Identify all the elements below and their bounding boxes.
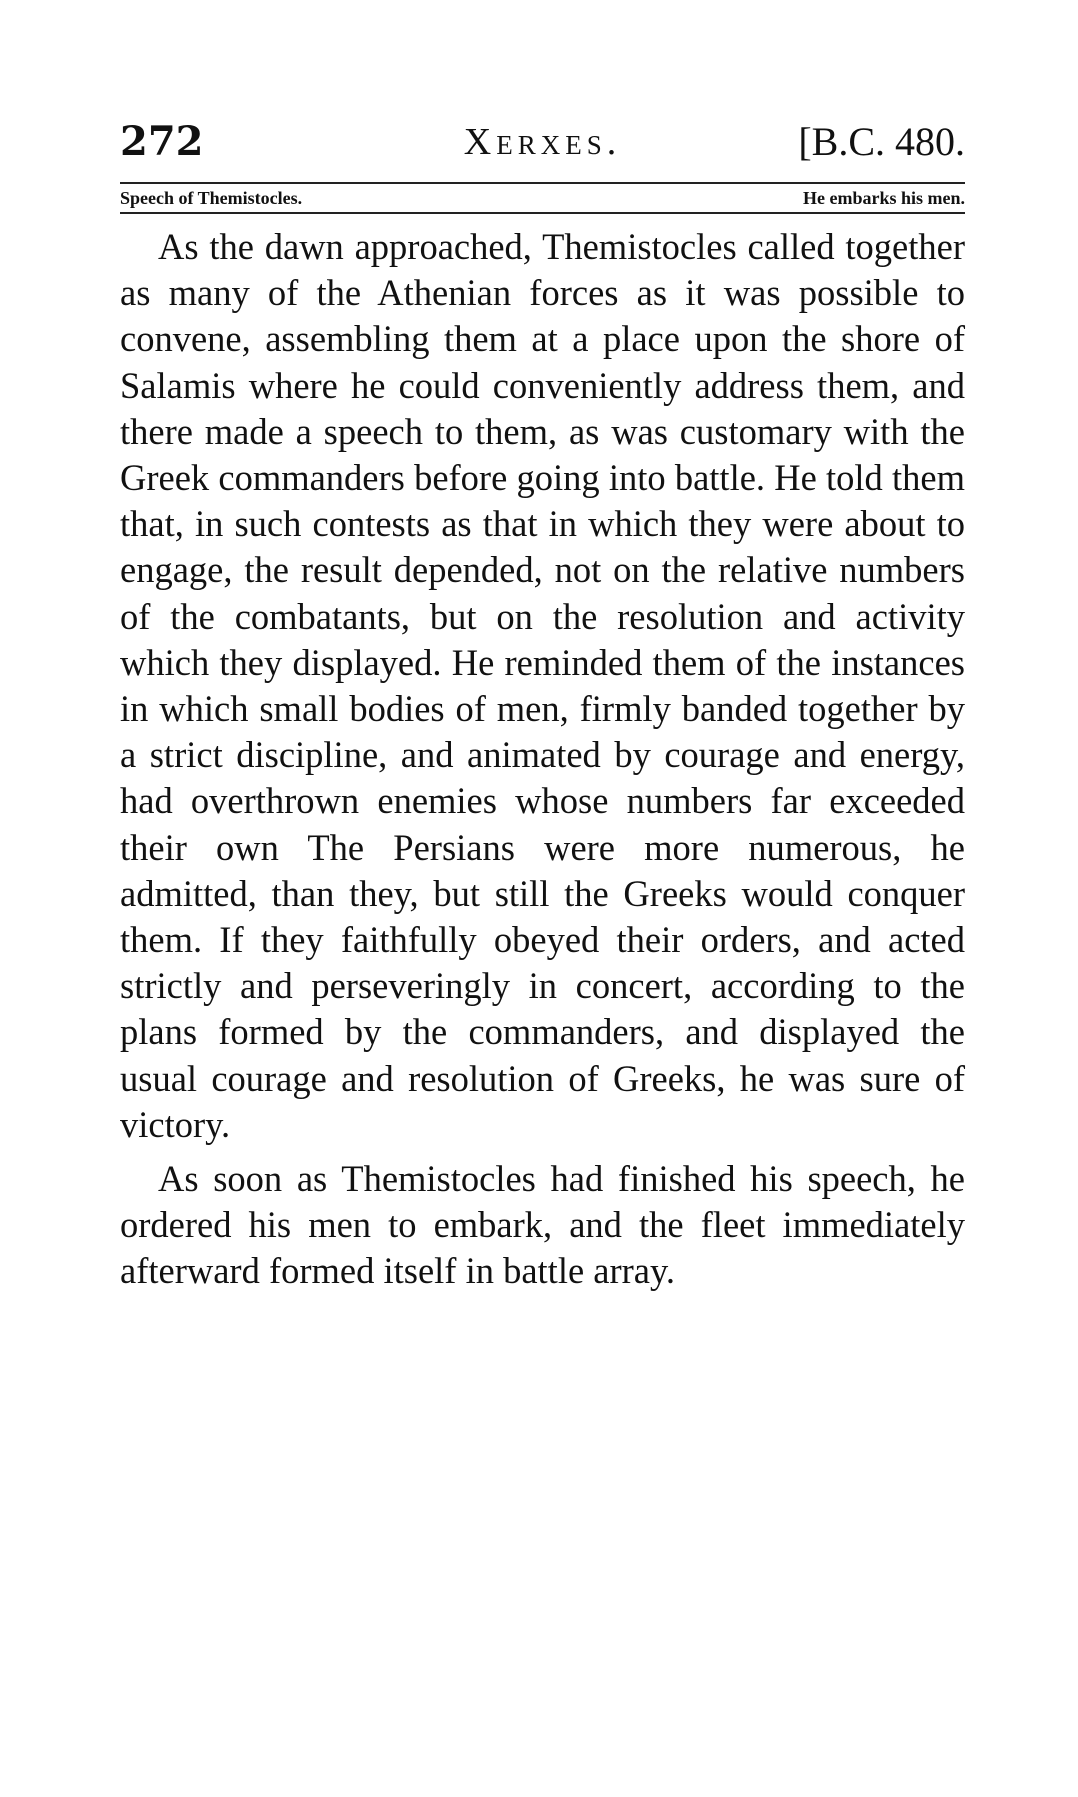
date-label: [B.C. 480.: [798, 119, 965, 164]
paragraph-2: As soon as Themistocles had finished his speech, he ordered his men to embark, and the fleet immediately afterward formed itself in battle array.: [120, 1158, 965, 1292]
book-page: [120, 118, 965, 1295]
subheads: [120, 184, 965, 212]
running-title: Xerxes.: [463, 121, 622, 163]
subhead-right: He embarks his men.: [803, 188, 965, 208]
page-header: [120, 118, 965, 178]
header-rule-bottom: [120, 212, 965, 214]
subhead-left: Speech of Themistocles.: [120, 188, 303, 208]
paragraph-1: As the dawn approached, Themistocles called together as many of the Athenian forces as it was possible to convene, assembling them at a place upon the shore of Salamis where he could conveniently address them, and there made a speech to them, as was customary with the Greek commanders before going into battle. He told them that, in such contests as that in which they were about to engage, the result depended, not on the relative numbers of the combatants, but on the resolution and activity which they displayed. He reminded them of the instances in which small bodies of men, firmly banded together by a strict discipline, and animated by courage and energy, had overthrown enemies whose numbers far exceeded their own The Persians were more numerous, he admitted, than they, but still the Greeks would conquer them. If they faithfully obeyed their orders, and acted strictly and perseveringly in concert, according to the plans formed by the commanders, and displayed the usual courage and resolution of Greeks, he was sure of victory.: [120, 226, 965, 1145]
body-text: [120, 224, 965, 1295]
page-number: 272: [120, 118, 204, 165]
